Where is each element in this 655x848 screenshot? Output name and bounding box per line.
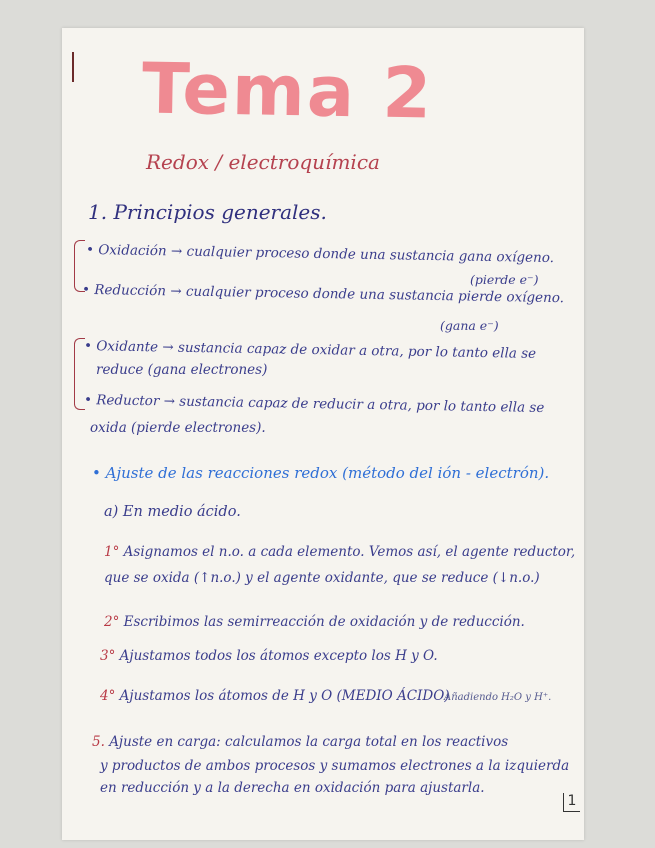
def-reductor-text: → sustancia capaz de reducir a otra, por lo tanto ella se [163,393,545,417]
def-oxidacion-term: • Oxidación [85,241,167,260]
step-2-line1: Escribimos las semirreacción de oxidación y de reducción. [123,614,525,630]
step-1-line1: Asignamos el n.o. a cada elemento. Vemos así, el agente reductor, [123,544,576,560]
def-reductor-term: • Reductor [83,391,160,410]
step-5-cont-2: en reducción y a la derecha en oxidación para ajustarla. [100,780,485,796]
step-5-cont-1: y productos de ambos procesos y sumamos electrones a la izquierda [100,758,570,774]
margin-mark [72,52,74,82]
step-3 [100,648,438,664]
page-subtitle: Redox / electroquímica [146,150,380,174]
step-2 [104,614,525,630]
def-reduccion-text: → cualquier proceso donde una sustancia pierde oxígeno. [170,283,565,307]
step-3-line1: Ajustamos todos los átomos excepto los H y O. [119,648,438,664]
step-3-number: 3° [100,648,116,664]
step-4-line1: Ajustamos los átomos de H y O (MEDIO ÁCIDO) [119,688,450,704]
def-reductor-cont: oxida (pierde electrones). [90,420,266,436]
step-1-cont: que se oxida (↑n.o.) y el agente oxidante, que se reduce (↓n.o.) [104,570,540,586]
step-4-aside: Añadiendo H₂O y H⁺. [444,692,552,703]
def-oxidante-cont: reduce (gana electrones) [96,362,268,378]
def-oxidante-term: • Oxidante [83,338,159,356]
step-1-number: 1° [104,544,120,560]
def-reduccion-note: (gana e⁻) [440,318,499,333]
step-5-number: 5. [92,734,105,750]
step-4-number: 4° [100,688,116,704]
def-oxidacion-text: → cualquier proceso donde una sustancia gana oxígeno. [170,243,555,267]
ajuste-heading: • Ajuste de las reacciones redox (método del ión - electrón). [92,464,550,482]
page-title: Tema 2 [141,47,434,135]
def-oxidacion-note: (pierde e⁻) [470,272,539,287]
step-1 [104,544,575,560]
step-5-line1: Ajuste en carga: calculamos la carga total en los reactivos [109,734,509,750]
step-5 [92,734,508,750]
medio-acido: a) En medio ácido. [104,504,241,520]
page-number: 1 [563,793,580,812]
def-reduccion-term: • Reducción [81,281,167,300]
step-4 [100,688,450,704]
def-oxidante-text: → sustancia capaz de oxidar a otra, por lo tanto ella se [162,339,537,362]
step-2-number: 2° [104,614,120,630]
section-heading: 1. Principios generales. [88,200,327,224]
